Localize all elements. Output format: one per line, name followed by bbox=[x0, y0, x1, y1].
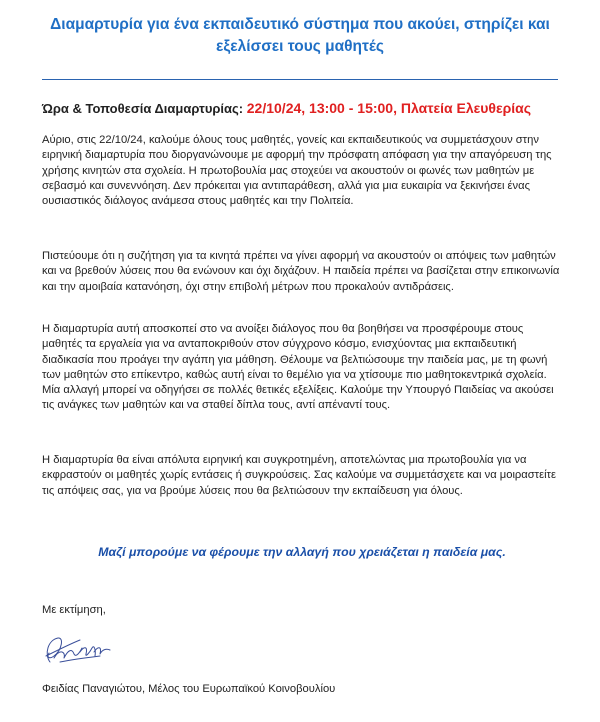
event-details bbox=[42, 100, 572, 117]
closing: Με εκτίμηση, bbox=[42, 604, 106, 616]
event-value: 22/10/24, 13:00 - 15:00, Πλατεία Ελευθερίας bbox=[246, 100, 532, 116]
paragraph-4: Η διαμαρτυρία θα είναι απόλυτα ειρηνική και συγκροτημένη, αποτελώντας μια πρωτοβουλία για να εκφραστούν οι μαθητές χωρίς εντάσεις ή συγκρούσεις. Σας καλούμε να συμμετάσχετε και να μοιραστείτε τις απόψεις σας, για να βρούμε λύσεις που θα βελτιώσουν την εκπαίδευση για όλους. bbox=[42, 454, 556, 497]
slogan: Μαζί μπορούμε να φέρουμε την αλλαγή που χρειάζεται η παιδεία μας. bbox=[98, 545, 506, 559]
signature-icon bbox=[40, 632, 116, 668]
paragraph-2: Πιστεύουμε ότι η συζήτηση για τα κινητά πρέπει να γίνει αφορμή να ακουστούν οι απόψεις των μαθητών και να βρεθούν λύσεις που θα ενώνουν και όχι διχάζουν. Η παιδεία πρέπει να βασίζεται στην επικοινωνία και την αμοιβαία κατανόηση, όχι στην επιβολή μέτρων που προκαλούν αντιδράσεις. bbox=[42, 250, 560, 293]
page-title: Διαμαρτυρία για ένα εκπαιδευτικό σύστημα που ακούει, στηρίζει και εξελίσσει τους μαθητές bbox=[50, 16, 550, 55]
signer-name: Φειδίας Παναγιώτου, Μέλος του Ευρωπαϊκού Κοινοβουλίου bbox=[42, 683, 336, 695]
title-divider bbox=[42, 79, 558, 80]
event-label: Ώρα & Τοποθεσία Διαμαρτυρίας: bbox=[42, 101, 244, 116]
paragraph-1: Αύριο, στις 22/10/24, καλούμε όλους τους μαθητές, γονείς και εκπαιδευτικούς να συμμετάσχουν στην ειρηνική διαμαρτυρία που διοργανώνουμε με αφορμή την πρόσφατη απόφαση για την απαγόρευση της χρήσης κινητών στα σχολεία. Η πρωτοβουλία μας στοχεύει να ακουστούν οι φωνές των μαθητών με σεβασμό και συνεννόηση. Δεν πρόκειται για αντιπαράθεση, αλλά για μια ευκαιρία να ξεκινήσει ένας ουσιαστικός διάλογος ανάμεσα στους μαθητές και την Πολιτεία. bbox=[42, 134, 552, 208]
paragraph-3: Η διαμαρτυρία αυτή αποσκοπεί στο να ανοίξει διάλογος που θα βοηθήσει να προσφέρουμε στους μαθητές τα εργαλεία για να ανταποκριθούν στον σύγχρονο κόσμο, ενισχύοντας μια εκπαιδευτική διαδικασία που προάγει την αγάπη για μάθηση. Θέλουμε να βελτιώσουμε την παιδεία μας, με τη φωνή των μαθητών στο επίκεντρο, καθώς αυτή είναι το θεμέλιο για να χτίσουμε πιο μαθητοκεντρικά σχολεία. Μία αλλαγή μπορεί να οδηγήσει σε πολλές θετικές εξελίξεις. Καλούμε την Υπουργό Παιδείας να ακούσει τις ανάγκες των μαθητών και να σταθεί δίπλα τους, αντί απέναντί τους. bbox=[42, 323, 554, 412]
